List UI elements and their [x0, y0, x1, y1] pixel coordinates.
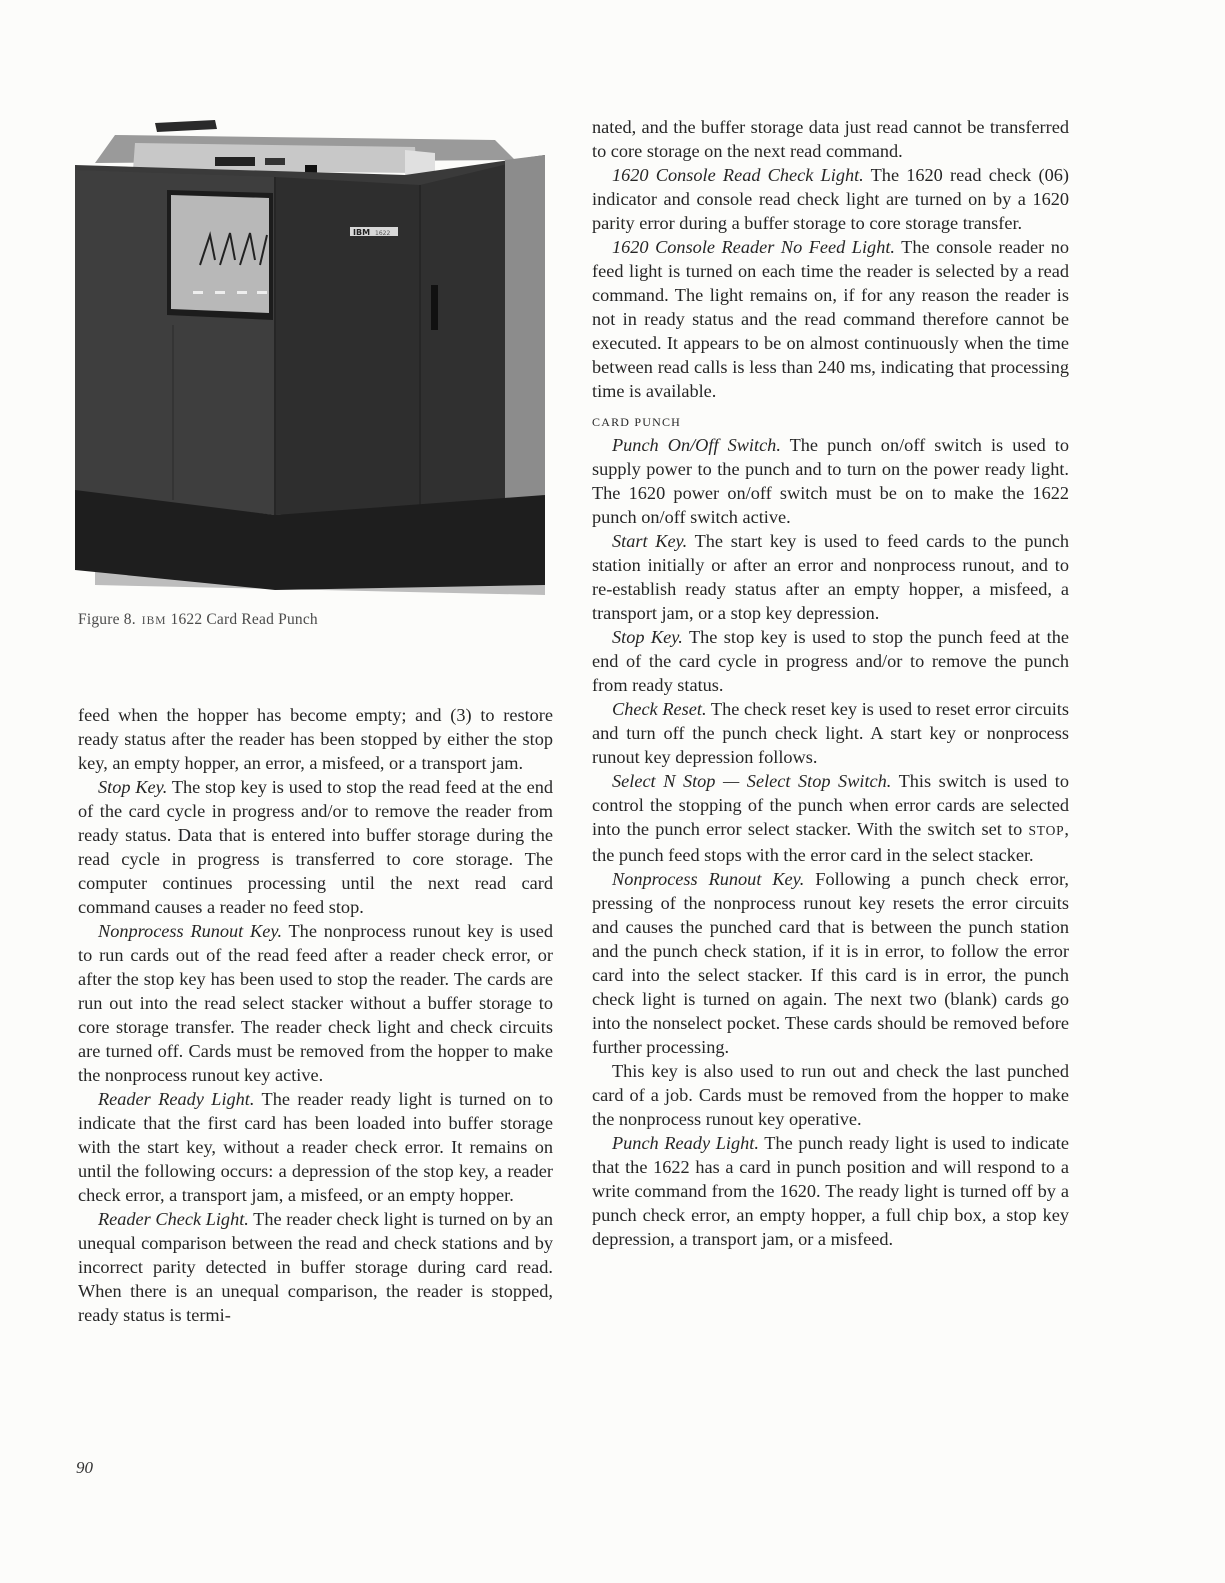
term-body: The check reset key is used to reset error circuits and turn off the punch check light. A start key or nonprocess runout key depression follows.	[592, 699, 1069, 767]
term-body: The reader check light is turned on by an unequal comparison between the read and check stations and by incorrect parity detected in buffer storage during card read. When there is an unequal comparison, the reader is stopped, ready status is termi-	[78, 1209, 553, 1325]
paragraph	[592, 769, 1069, 867]
term-body: This switch is used to control the stopping of the punch when error cards are selected into the punch error select stacker. With the switch set to	[592, 771, 1069, 839]
term-heading: Start Key.	[612, 531, 688, 551]
term-heading: Reader Check Light.	[98, 1209, 249, 1229]
term-heading: 1620 Console Read Check Light.	[612, 165, 864, 185]
paragraph	[78, 1207, 553, 1327]
paragraph	[592, 529, 1069, 625]
term-heading: Stop Key.	[98, 777, 168, 797]
term-heading: Nonprocess Runout Key.	[98, 921, 283, 941]
term-heading: Check Reset.	[612, 699, 707, 719]
caption-text: 1622 Card Read Punch	[170, 611, 318, 628]
paragraph: nated, and the buffer storage data just read cannot be transferred to core storage on the next read command.	[592, 117, 1069, 161]
paragraph	[592, 625, 1069, 697]
term-heading: Reader Ready Light.	[98, 1089, 255, 1109]
paragraph	[78, 1087, 553, 1207]
paragraph	[592, 697, 1069, 769]
term-heading: Select N Stop — Select Stop Switch.	[612, 771, 892, 791]
term-body: The punch ready light is used to indicate that the 1622 has a card in punch position and will respond to a write command from the 1620. The ready light is turned off by a punch check error, an empty hopper, a full chip box, a stop key depression, a transport jam, or a misfeed.	[592, 1133, 1070, 1249]
term-heading: Punch Ready Light.	[612, 1133, 759, 1153]
paragraph	[592, 867, 1069, 1059]
paragraph	[592, 163, 1069, 235]
paragraph: This key is also used to run out and check the last punched card of a job. Cards must be removed from the hopper to make the nonprocess runout key operative.	[592, 1061, 1069, 1129]
left-column	[78, 703, 553, 1327]
paragraph	[592, 235, 1069, 403]
term-body: The stop key is used to stop the punch feed at the end of the card cycle in progress and/or to remove the punch from ready status.	[592, 627, 1069, 695]
term-body: The 1620 read check (06) indicator and console read check light are turned on by a 1620 parity error during a buffer storage to core storage transfer.	[592, 165, 1069, 233]
term-body: The nonprocess runout key is used to run cards out of the read feed after a reader check error, or after the stop key has been used to stop the reader. The cards are run out into the read select stacker without a buffer storage to core storage transfer. The reader check light and check circuits are turned off. Cards must be removed from the hopper to make the nonprocess runout key active.	[78, 921, 553, 1085]
paragraph	[78, 775, 553, 919]
paragraph	[592, 1131, 1069, 1251]
paragraph	[78, 919, 553, 1087]
term-heading: Stop Key.	[612, 627, 683, 647]
term-body: The console reader no feed light is turned on each time the reader is selected by a read command. The light remains on, if for any reason the reader is not in ready status and the read command therefore cannot be executed. It appears to be on almost continuously when the time between read calls is less than 240 ms, indicating that processing time is available.	[592, 237, 1069, 401]
paragraph: feed when the hopper has become empty; and (3) to restore ready status after the reader has been stopped by either the stop key, an empty hopper, an error, a misfeed, or a transport jam.	[78, 705, 553, 773]
term-body: The punch on/off switch is used to supply power to the punch and to turn on the power ready light. The 1620 power on/off switch must be on to make the 1622 punch on/off switch active.	[592, 435, 1069, 527]
logo-text: IBM	[353, 228, 371, 237]
model-plate-text: 1622	[375, 230, 391, 237]
term-body: The stop key is used to stop the read feed at the end of the card cycle in progress and/or to remove the reader from ready status. Data that is entered into buffer storage during the read cycle in progress is transferred to core storage. The computer continues processing until the next read card command causes a reader no feed stop.	[78, 777, 553, 917]
term-heading: Nonprocess Runout Key.	[612, 869, 805, 889]
term-body: The start key is used to feed cards to the punch station initially or after an error and nonprocess runout, and to re-establish ready status after an empty hopper, a misfeed, a transport jam, or a stop key depression.	[592, 531, 1069, 623]
right-column	[592, 115, 1069, 1251]
term-heading: 1620 Console Reader No Feed Light.	[612, 237, 895, 257]
paragraph	[592, 433, 1069, 529]
caption-prefix: Figure 8.	[78, 611, 136, 628]
page-number: 90	[76, 1458, 93, 1477]
figure-caption	[78, 611, 318, 629]
term-body: , the punch feed stops with the error card in the select stacker.	[592, 819, 1069, 865]
term-body: The reader ready light is turned on to indicate that the first card has been loaded into buffer storage with the start key, without a reader check error. It remains on until the following occurs: a depression of the stop key, a reader check error, a transport jam, a misfeed, or an empty hopper.	[78, 1089, 553, 1205]
figure-ibm-1622-photo	[75, 115, 545, 595]
term-heading: Punch On/Off Switch.	[612, 435, 781, 455]
term-body: Following a punch check error, pressing of the nonprocess runout key resets the error circuits and causes the punched card that is between the punch station and the punch check station, if it is in error, to follow the error card into the select stacker. If this card is in error, the punch check light is turned on again. The next two (blank) cards go into the nonselect pocket. These cards should be removed before further processing.	[592, 869, 1069, 1057]
caption-ibm: IBM	[141, 615, 167, 627]
section-heading: CARD PUNCH	[592, 415, 682, 429]
stop-setting: STOP	[1028, 823, 1065, 838]
